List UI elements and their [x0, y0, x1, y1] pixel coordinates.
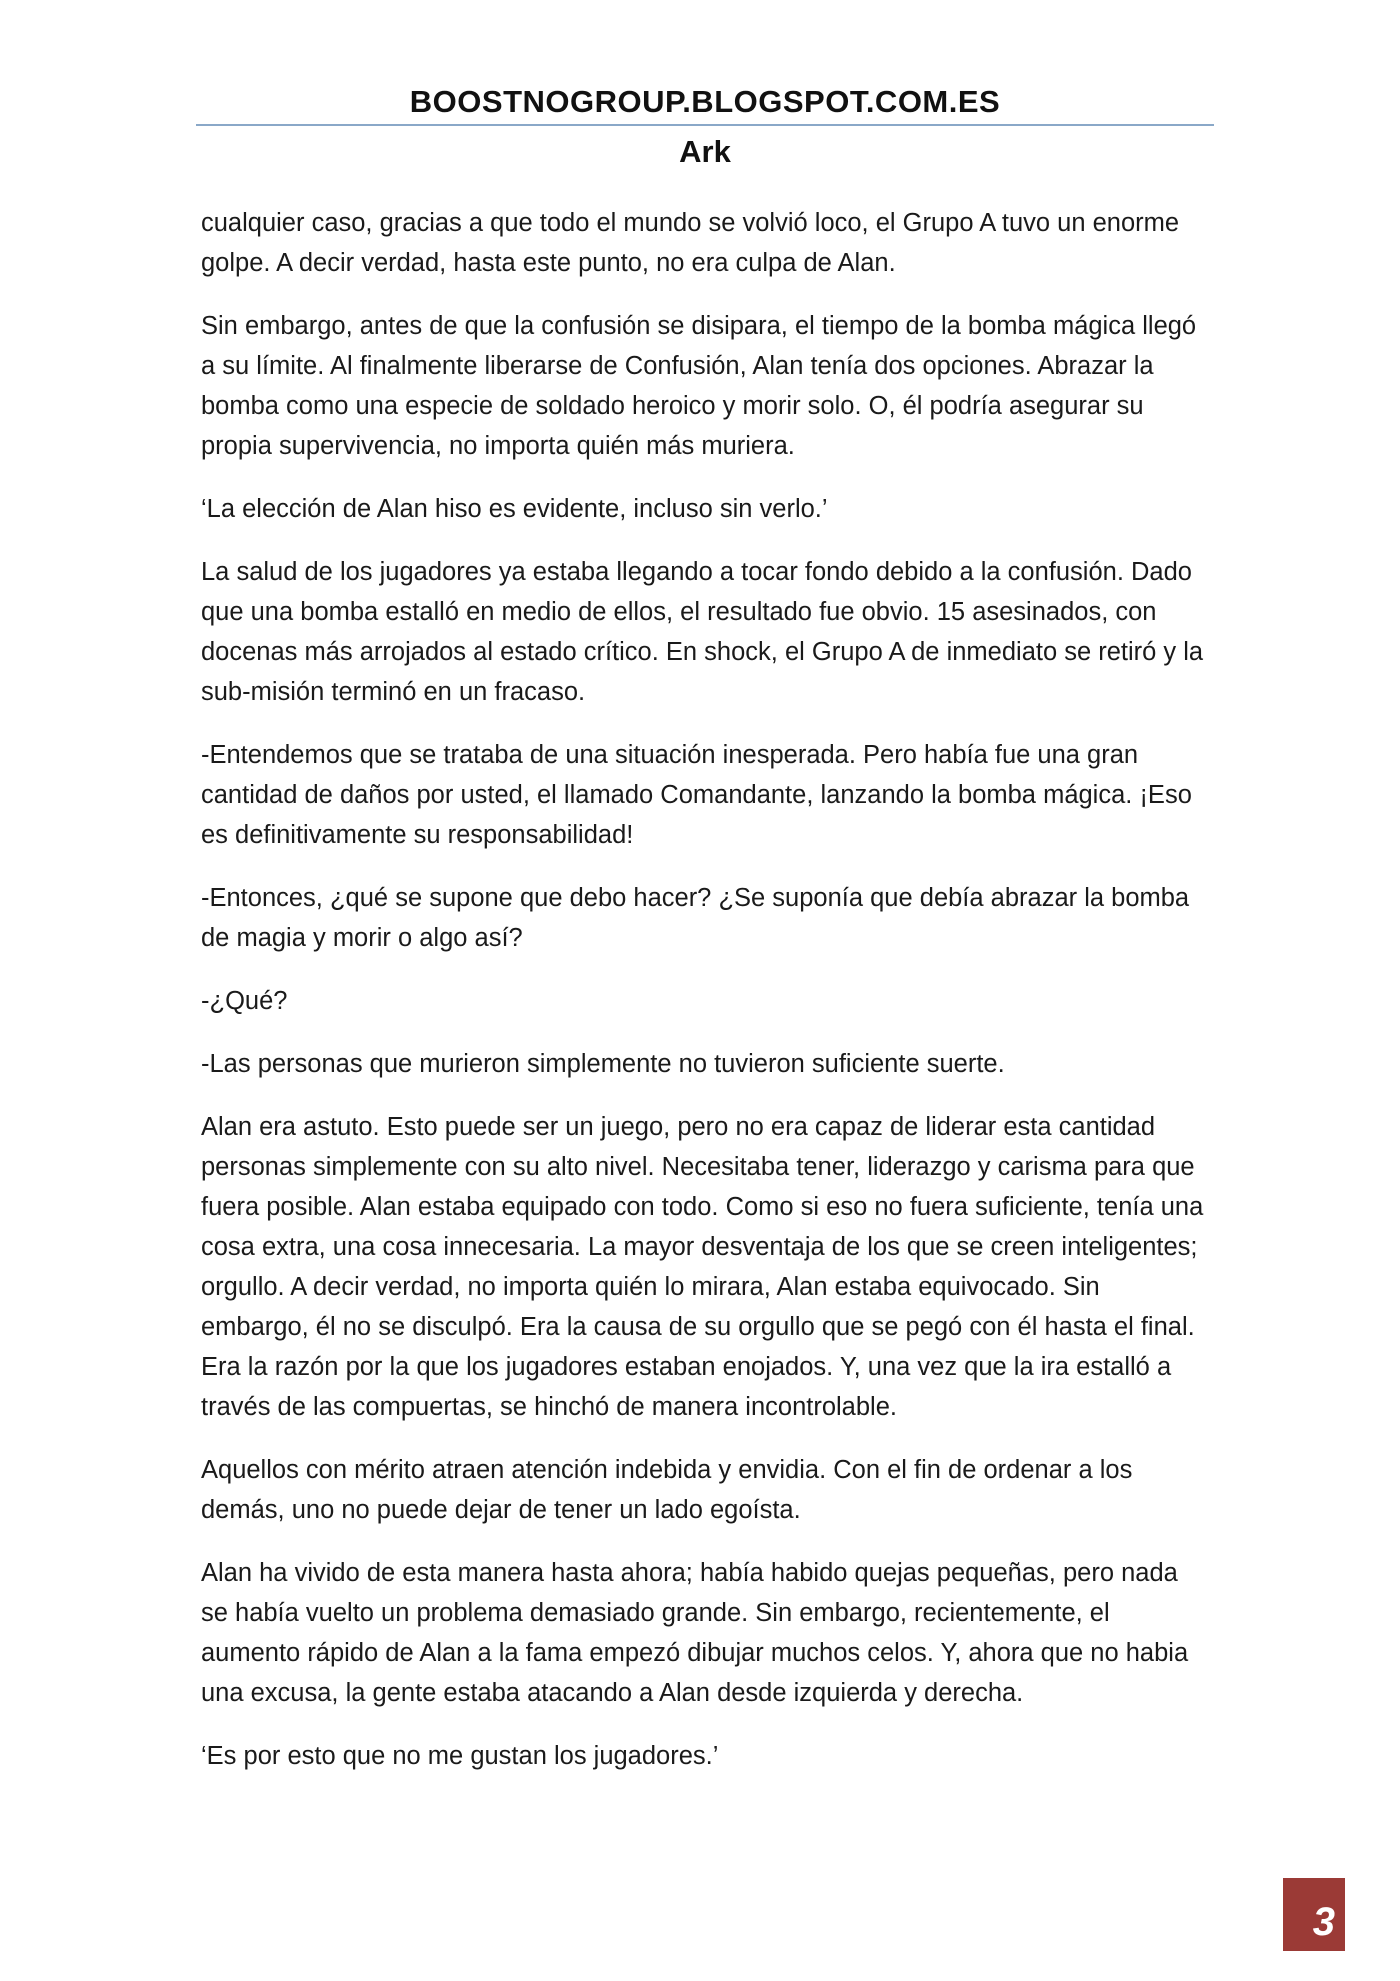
- page-body: [201, 203, 1211, 1799]
- paragraph: Aquellos con mérito atraen atención indebida y envidia. Con el fin de ordenar a los demás, uno no puede dejar de tener un lado egoísta.: [201, 1456, 1133, 1524]
- header-divider: [196, 124, 1214, 126]
- page-number-underline: [1283, 1948, 1345, 1951]
- paragraph: -Entonces, ¿qué se supone que debo hacer? ¿Se suponía que debía abrazar la bomba de magia y morir o algo así?: [201, 884, 1190, 952]
- paragraph: ‘Es por esto que no me gustan los jugadores.’: [201, 1742, 719, 1770]
- page-number: 3: [1312, 1900, 1335, 1944]
- page-header: [196, 82, 1214, 172]
- paragraph: Alan era astuto. Esto puede ser un juego, pero no era capaz de liderar esta cantidad personas simplemente con su alto nivel. Necesitaba tener, liderazgo y carisma para que fuera posible. Alan estaba equipado con todo. Como si eso no fuera suficiente, tenía una cosa extra, una cosa innecesaria. La mayor desventaja de los que se creen inteligentes; orgullo. A decir verdad, no importa quién lo mirara, Alan estaba equivocado. Sin embargo, él no se disculpó. Era la causa de su orgullo que se pegó con él hasta el final. Era la razón por la que los jugadores estaban enojados. Y, una vez que la ira estalló a través de las compuertas, se hinchó de manera incontrolable.: [201, 1113, 1204, 1421]
- paragraph: -¿Qué?: [201, 987, 288, 1015]
- paragraph: cualquier caso, gracias a que todo el mundo se volvió loco, el Grupo A tuvo un enorme golpe. A decir verdad, hasta este punto, no era culpa de Alan.: [201, 209, 1180, 277]
- paragraph: -Las personas que murieron simplemente no tuvieron suficiente suerte.: [201, 1050, 1005, 1078]
- site-title: BOOSTNOGROUP.BLOGSPOT.COM.ES: [409, 84, 1001, 119]
- paragraph: Alan ha vivido de esta manera hasta ahora; había habido quejas pequeñas, pero nada se había vuelto un problema demasiado grande. Sin embargo, recientemente, el aumento rápido de Alan a la fama empezó dibujar muchos celos. Y, ahora que no habia una excusa, la gente estaba atacando a Alan desde izquierda y derecha.: [201, 1559, 1189, 1707]
- paragraph: Sin embargo, antes de que la confusión se disipara, el tiempo de la bomba mágica llegó a su límite. Al finalmente liberarse de Confusión, Alan tenía dos opciones. Abrazar la bomba como una especie de soldado heroico y morir solo. O, él podría asegurar su propia supervivencia, no importa quién más muriera.: [201, 312, 1197, 460]
- book-title: Ark: [679, 134, 731, 169]
- paragraph: -Entendemos que se trataba de una situación inesperada. Pero había fue una gran cantidad de daños por usted, el llamado Comandante, lanzando la bomba mágica. ¡Eso es definitivamente su responsabilidad!: [201, 741, 1192, 849]
- paragraph: La salud de los jugadores ya estaba llegando a tocar fondo debido a la confusión. Dado que una bomba estalló en medio de ellos, el resultado fue obvio. 15 asesinados, con docenas más arrojados al estado crítico. En shock, el Grupo A de inmediato se retiró y la sub-misión terminó en un fracaso.: [201, 558, 1204, 706]
- paragraph: ‘La elección de Alan hiso es evidente, incluso sin verlo.’: [201, 495, 828, 523]
- page-number-badge: [1283, 1878, 1345, 1948]
